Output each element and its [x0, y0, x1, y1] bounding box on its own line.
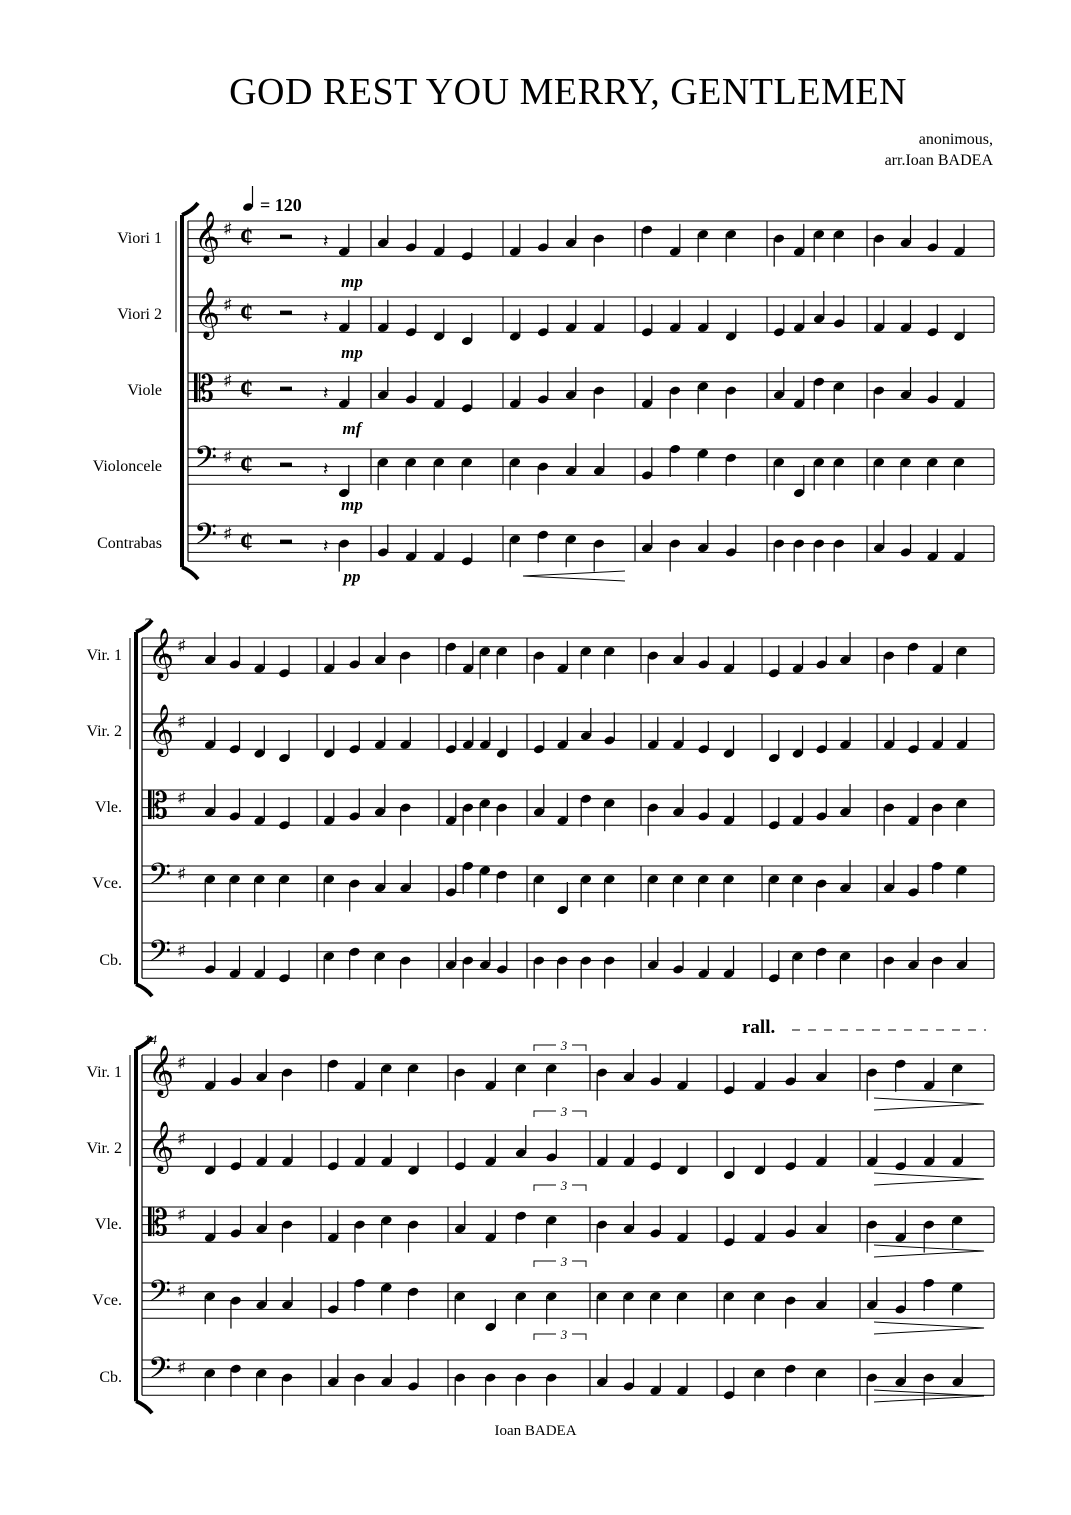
time-signature-icon: ¢	[240, 527, 253, 556]
footer-credit: Ioan BADEA	[494, 1423, 577, 1439]
decrescendo-hairpin	[874, 1322, 984, 1334]
key-signature-sharp-icon: ♯	[224, 221, 232, 237]
instrument-label: Vce.	[92, 1292, 122, 1309]
measure-number: 7	[144, 615, 151, 630]
quarter-rest-icon: 𝄽	[323, 459, 329, 479]
dynamic-marking: pp	[343, 567, 361, 586]
clef-icon: 𝄞	[148, 629, 175, 678]
half-rest-icon	[280, 540, 292, 544]
half-rest-icon	[280, 311, 292, 315]
key-signature-sharp-icon: ♯	[224, 373, 232, 389]
clef-icon: 𝄢	[148, 858, 172, 898]
instrument-label: Cb.	[99, 952, 122, 969]
quarter-rest-icon: 𝄽	[323, 307, 329, 327]
instrument-label: Vir. 2	[86, 723, 122, 740]
key-signature-sharp-icon: ♯	[224, 449, 232, 465]
time-signature-icon: ¢	[240, 450, 253, 479]
tuplet-number: 3	[560, 1104, 568, 1119]
composer-line: anonimous,	[918, 131, 993, 148]
key-signature-sharp-icon: ♯	[178, 1207, 186, 1223]
dynamic-marking: mp	[341, 495, 363, 514]
instrument-label: Vle.	[94, 799, 122, 816]
clef-icon: 𝄢	[148, 1352, 172, 1392]
time-signature-icon: ¢	[240, 374, 253, 403]
rall-marking: rall.	[742, 1017, 776, 1038]
key-signature-sharp-icon: ♯	[178, 790, 186, 806]
key-signature-sharp-icon: ♯	[178, 866, 186, 882]
key-signature-sharp-icon: ♯	[178, 1055, 186, 1071]
key-signature-sharp-icon: ♯	[178, 714, 186, 730]
instrument-label: Viori 2	[117, 306, 162, 323]
key-signature-sharp-icon: ♯	[178, 943, 186, 959]
half-rest-icon	[280, 463, 292, 467]
instrument-label: Vle.	[94, 1216, 122, 1233]
tempo-marking: = 120	[260, 195, 302, 215]
half-rest-icon	[280, 235, 292, 239]
key-signature-sharp-icon: ♯	[224, 526, 232, 542]
instrument-label: Viori 1	[117, 230, 162, 247]
decrescendo-hairpin	[874, 1390, 984, 1402]
measure-number: 14	[144, 1032, 157, 1047]
crescendo-hairpin	[523, 571, 625, 581]
clef-icon: 𝄞	[194, 288, 221, 337]
instrument-label: Violoncele	[92, 458, 162, 475]
quarter-rest-icon: 𝄽	[323, 231, 329, 251]
instrument-label: Contrabas	[97, 535, 162, 552]
tuplet-number: 3	[560, 1327, 568, 1342]
tuplet-number: 3	[560, 1178, 568, 1193]
score-title: GOD REST YOU MERRY, GENTLEMEN	[229, 71, 907, 113]
tuplet-number: 3	[560, 1038, 568, 1053]
dynamic-marking: mf	[342, 419, 362, 438]
key-signature-sharp-icon: ♯	[178, 1131, 186, 1147]
quarter-rest-icon: 𝄽	[323, 536, 329, 556]
tuplet-number: 3	[560, 1254, 568, 1269]
half-rest-icon	[280, 387, 292, 391]
dynamic-marking: mp	[341, 343, 363, 362]
clef-icon: 𝄢	[194, 518, 218, 558]
quarter-rest-icon: 𝄽	[323, 383, 329, 403]
key-signature-sharp-icon: ♯	[178, 638, 186, 654]
instrument-label: Vir. 1	[86, 1064, 122, 1081]
clef-icon: 𝄡	[148, 1203, 169, 1243]
clef-icon: 𝄡	[194, 369, 215, 409]
clef-icon: 𝄞	[148, 1122, 175, 1171]
clef-icon: 𝄞	[148, 705, 175, 754]
time-signature-icon: ¢	[240, 222, 253, 251]
dynamic-marking: mp	[341, 272, 363, 291]
clef-icon: 𝄢	[148, 1275, 172, 1315]
clef-icon: 𝄢	[194, 441, 218, 481]
instrument-label: Cb.	[99, 1369, 122, 1386]
key-signature-sharp-icon: ♯	[178, 1283, 186, 1299]
clef-icon: 𝄡	[148, 786, 169, 826]
instrument-label: Vce.	[92, 875, 122, 892]
key-signature-sharp-icon: ♯	[224, 297, 232, 313]
decrescendo-hairpin	[874, 1245, 984, 1257]
instrument-label: Vir. 2	[86, 1140, 122, 1157]
clef-icon: 𝄞	[194, 212, 221, 261]
decrescendo-hairpin	[874, 1098, 984, 1110]
clef-icon: 𝄞	[148, 1046, 175, 1095]
key-signature-sharp-icon: ♯	[178, 1360, 186, 1376]
arranger-line: arr.Ioan BADEA	[884, 152, 993, 169]
instrument-label: Viole	[127, 382, 162, 399]
instrument-label: Vir. 1	[86, 647, 122, 664]
time-signature-icon: ¢	[240, 298, 253, 327]
decrescendo-hairpin	[874, 1173, 984, 1185]
clef-icon: 𝄢	[148, 935, 172, 975]
